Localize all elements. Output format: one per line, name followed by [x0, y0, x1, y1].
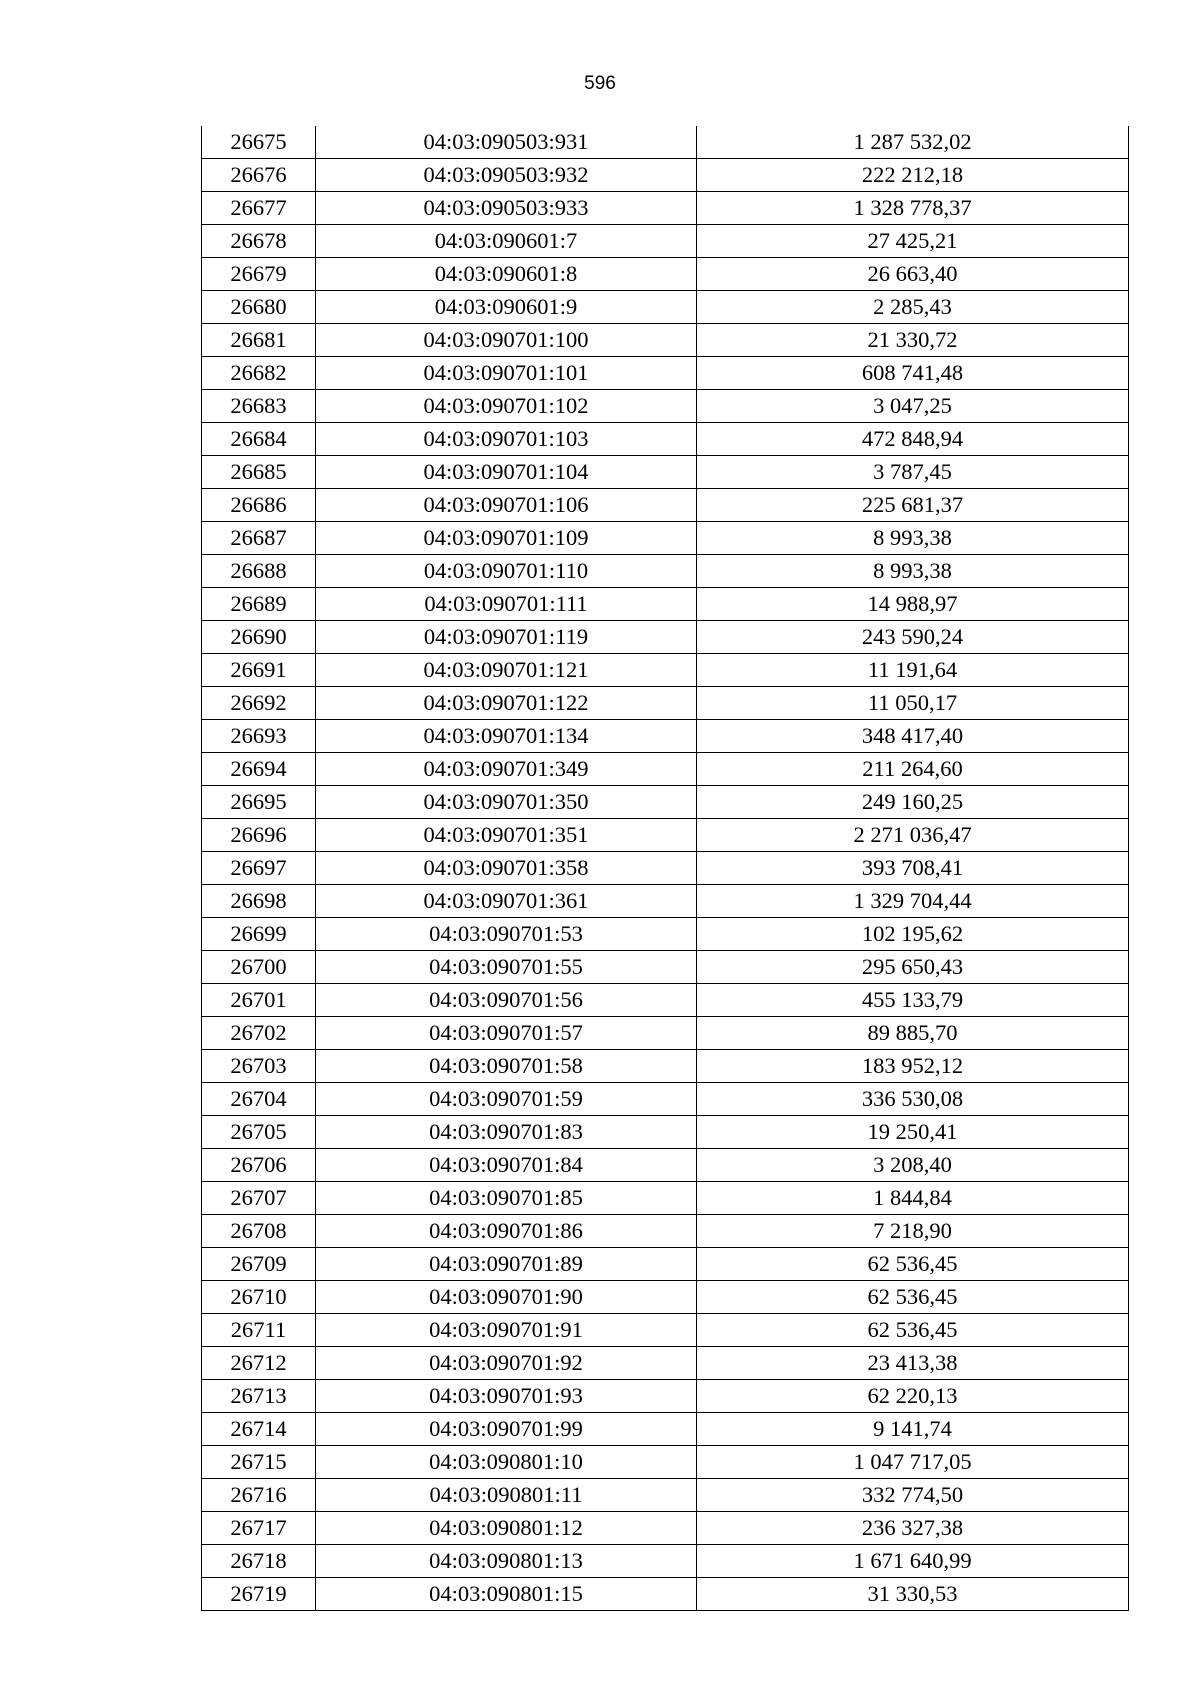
cadastral-value-cell: 608 741,48 — [697, 357, 1129, 390]
cadastral-number-cell: 04:03:090701:122 — [316, 687, 697, 720]
cadastral-number-cell: 04:03:090701:57 — [316, 1017, 697, 1050]
row-number-cell: 26708 — [202, 1215, 316, 1248]
table-row — [202, 1479, 1129, 1512]
table-row — [202, 1116, 1129, 1149]
table-row — [202, 1347, 1129, 1380]
cadastral-value-cell: 62 536,45 — [697, 1281, 1129, 1314]
cadastral-number-cell: 04:03:090503:932 — [316, 159, 697, 192]
cadastral-value-cell: 8 993,38 — [697, 522, 1129, 555]
cadastral-value-cell: 3 047,25 — [697, 390, 1129, 423]
cadastral-number-cell: 04:03:090701:106 — [316, 489, 697, 522]
table-row — [202, 1413, 1129, 1446]
row-number-cell: 26685 — [202, 456, 316, 489]
row-number-cell: 26693 — [202, 720, 316, 753]
row-number-cell: 26711 — [202, 1314, 316, 1347]
table-row — [202, 1215, 1129, 1248]
cadastral-number-cell: 04:03:090503:933 — [316, 192, 697, 225]
table-row — [202, 291, 1129, 324]
row-number-cell: 26713 — [202, 1380, 316, 1413]
cadastral-number-cell: 04:03:090601:9 — [316, 291, 697, 324]
row-number-cell: 26719 — [202, 1578, 316, 1611]
page-number: 596 — [584, 73, 616, 94]
table-row — [202, 1248, 1129, 1281]
table-row — [202, 555, 1129, 588]
table-row — [202, 1050, 1129, 1083]
cadastral-number-cell: 04:03:090801:15 — [316, 1578, 697, 1611]
cadastral-value-cell: 1 329 704,44 — [697, 885, 1129, 918]
row-number-cell: 26707 — [202, 1182, 316, 1215]
table-row — [202, 621, 1129, 654]
row-number-cell: 26702 — [202, 1017, 316, 1050]
row-number-cell: 26684 — [202, 423, 316, 456]
row-number-cell: 26689 — [202, 588, 316, 621]
cadastral-number-cell: 04:03:090701:134 — [316, 720, 697, 753]
cadastral-value-cell: 19 250,41 — [697, 1116, 1129, 1149]
table-row — [202, 720, 1129, 753]
cadastral-value-cell: 1 328 778,37 — [697, 192, 1129, 225]
cadastral-value-cell: 2 271 036,47 — [697, 819, 1129, 852]
cadastral-number-cell: 04:03:090701:351 — [316, 819, 697, 852]
cadastral-value-cell: 62 536,45 — [697, 1248, 1129, 1281]
table-row — [202, 1578, 1129, 1611]
cadastral-number-cell: 04:03:090701:102 — [316, 390, 697, 423]
cadastral-number-cell: 04:03:090701:361 — [316, 885, 697, 918]
row-number-cell: 26690 — [202, 621, 316, 654]
cadastral-value-cell: 3 787,45 — [697, 456, 1129, 489]
cadastral-number-cell: 04:03:090701:101 — [316, 357, 697, 390]
table-row — [202, 1149, 1129, 1182]
cadastral-number-cell: 04:03:090701:349 — [316, 753, 697, 786]
cadastral-value-cell: 222 212,18 — [697, 159, 1129, 192]
cadastral-number-cell: 04:03:090701:85 — [316, 1182, 697, 1215]
cadastral-number-cell: 04:03:090601:7 — [316, 225, 697, 258]
row-number-cell: 26691 — [202, 654, 316, 687]
row-number-cell: 26705 — [202, 1116, 316, 1149]
row-number-cell: 26701 — [202, 984, 316, 1017]
row-number-cell: 26677 — [202, 192, 316, 225]
cadastral-number-cell: 04:03:090801:10 — [316, 1446, 697, 1479]
table-row — [202, 1380, 1129, 1413]
cadastral-number-cell: 04:03:090701:121 — [316, 654, 697, 687]
cadastral-number-cell: 04:03:090701:103 — [316, 423, 697, 456]
table-row — [202, 225, 1129, 258]
cadastral-value-cell: 26 663,40 — [697, 258, 1129, 291]
table-row — [202, 1182, 1129, 1215]
cadastral-value-cell: 1 671 640,99 — [697, 1545, 1129, 1578]
cadastral-value-cell: 472 848,94 — [697, 423, 1129, 456]
row-number-cell: 26700 — [202, 951, 316, 984]
cadastral-number-cell: 04:03:090701:92 — [316, 1347, 697, 1380]
table-row — [202, 951, 1129, 984]
table-row — [202, 885, 1129, 918]
table-row — [202, 1446, 1129, 1479]
table-row — [202, 1545, 1129, 1578]
table-row — [202, 588, 1129, 621]
cadastral-value-cell: 2 285,43 — [697, 291, 1129, 324]
table-row — [202, 423, 1129, 456]
row-number-cell: 26714 — [202, 1413, 316, 1446]
row-number-cell: 26699 — [202, 918, 316, 951]
cadastral-number-cell: 04:03:090701:53 — [316, 918, 697, 951]
cadastral-number-cell: 04:03:090701:83 — [316, 1116, 697, 1149]
row-number-cell: 26698 — [202, 885, 316, 918]
cadastral-value-cell: 183 952,12 — [697, 1050, 1129, 1083]
row-number-cell: 26716 — [202, 1479, 316, 1512]
row-number-cell: 26695 — [202, 786, 316, 819]
table-row — [202, 1314, 1129, 1347]
cadastral-value-cell: 1 047 717,05 — [697, 1446, 1129, 1479]
cadastral-number-cell: 04:03:090801:11 — [316, 1479, 697, 1512]
cadastral-value-cell: 14 988,97 — [697, 588, 1129, 621]
row-number-cell: 26680 — [202, 291, 316, 324]
row-number-cell: 26694 — [202, 753, 316, 786]
cadastral-number-cell: 04:03:090503:931 — [316, 126, 697, 159]
table-row — [202, 1017, 1129, 1050]
cadastral-number-cell: 04:03:090801:12 — [316, 1512, 697, 1545]
row-number-cell: 26697 — [202, 852, 316, 885]
cadastral-number-cell: 04:03:090701:358 — [316, 852, 697, 885]
cadastral-value-table — [201, 126, 1129, 1611]
row-number-cell: 26675 — [202, 126, 316, 159]
row-number-cell: 26688 — [202, 555, 316, 588]
row-number-cell: 26712 — [202, 1347, 316, 1380]
cadastral-value-cell: 211 264,60 — [697, 753, 1129, 786]
table-row — [202, 522, 1129, 555]
cadastral-value-cell: 295 650,43 — [697, 951, 1129, 984]
cadastral-number-cell: 04:03:090701:91 — [316, 1314, 697, 1347]
cadastral-value-cell: 236 327,38 — [697, 1512, 1129, 1545]
table-row — [202, 1512, 1129, 1545]
cadastral-value-cell: 336 530,08 — [697, 1083, 1129, 1116]
row-number-cell: 26710 — [202, 1281, 316, 1314]
row-number-cell: 26679 — [202, 258, 316, 291]
cadastral-number-cell: 04:03:090701:110 — [316, 555, 697, 588]
table-row — [202, 456, 1129, 489]
cadastral-value-cell: 8 993,38 — [697, 555, 1129, 588]
cadastral-value-cell: 27 425,21 — [697, 225, 1129, 258]
row-number-cell: 26703 — [202, 1050, 316, 1083]
cadastral-value-cell: 225 681,37 — [697, 489, 1129, 522]
cadastral-number-cell: 04:03:090701:119 — [316, 621, 697, 654]
row-number-cell: 26704 — [202, 1083, 316, 1116]
cadastral-number-cell: 04:03:090701:89 — [316, 1248, 697, 1281]
table-row — [202, 159, 1129, 192]
table-row — [202, 258, 1129, 291]
row-number-cell: 26676 — [202, 159, 316, 192]
cadastral-number-cell: 04:03:090701:111 — [316, 588, 697, 621]
row-number-cell: 26687 — [202, 522, 316, 555]
cadastral-number-cell: 04:03:090701:55 — [316, 951, 697, 984]
cadastral-value-cell: 102 195,62 — [697, 918, 1129, 951]
cadastral-value-cell: 23 413,38 — [697, 1347, 1129, 1380]
row-number-cell: 26678 — [202, 225, 316, 258]
cadastral-value-cell: 1 844,84 — [697, 1182, 1129, 1215]
cadastral-value-cell: 1 287 532,02 — [697, 126, 1129, 159]
cadastral-number-cell: 04:03:090701:100 — [316, 324, 697, 357]
cadastral-number-cell: 04:03:090701:93 — [316, 1380, 697, 1413]
table-row — [202, 753, 1129, 786]
row-number-cell: 26683 — [202, 390, 316, 423]
cadastral-value-cell: 11 050,17 — [697, 687, 1129, 720]
cadastral-value-cell: 393 708,41 — [697, 852, 1129, 885]
table-row — [202, 819, 1129, 852]
cadastral-value-cell: 7 218,90 — [697, 1215, 1129, 1248]
table-row — [202, 324, 1129, 357]
cadastral-value-cell: 243 590,24 — [697, 621, 1129, 654]
cadastral-number-cell: 04:03:090701:350 — [316, 786, 697, 819]
cadastral-value-cell: 31 330,53 — [697, 1578, 1129, 1611]
table-row — [202, 1083, 1129, 1116]
cadastral-value-cell: 332 774,50 — [697, 1479, 1129, 1512]
cadastral-value-cell: 11 191,64 — [697, 654, 1129, 687]
table-row — [202, 786, 1129, 819]
cadastral-number-cell: 04:03:090701:90 — [316, 1281, 697, 1314]
table-row — [202, 357, 1129, 390]
table-row — [202, 918, 1129, 951]
row-number-cell: 26682 — [202, 357, 316, 390]
row-number-cell: 26718 — [202, 1545, 316, 1578]
cadastral-number-cell: 04:03:090701:86 — [316, 1215, 697, 1248]
cadastral-value-cell: 62 536,45 — [697, 1314, 1129, 1347]
cadastral-value-cell: 249 160,25 — [697, 786, 1129, 819]
row-number-cell: 26681 — [202, 324, 316, 357]
cadastral-value-cell: 9 141,74 — [697, 1413, 1129, 1446]
cadastral-number-cell: 04:03:090701:84 — [316, 1149, 697, 1182]
table-row — [202, 192, 1129, 225]
cadastral-value-cell: 21 330,72 — [697, 324, 1129, 357]
table-body — [202, 126, 1129, 1611]
table-row — [202, 126, 1129, 159]
cadastral-number-cell: 04:03:090701:99 — [316, 1413, 697, 1446]
cadastral-number-cell: 04:03:090701:104 — [316, 456, 697, 489]
cadastral-value-cell: 455 133,79 — [697, 984, 1129, 1017]
cadastral-value-cell: 3 208,40 — [697, 1149, 1129, 1182]
row-number-cell: 26709 — [202, 1248, 316, 1281]
table-row — [202, 1281, 1129, 1314]
cadastral-number-cell: 04:03:090801:13 — [316, 1545, 697, 1578]
table-row — [202, 654, 1129, 687]
row-number-cell: 26715 — [202, 1446, 316, 1479]
table-row — [202, 390, 1129, 423]
cadastral-value-cell: 89 885,70 — [697, 1017, 1129, 1050]
row-number-cell: 26717 — [202, 1512, 316, 1545]
cadastral-value-cell: 348 417,40 — [697, 720, 1129, 753]
row-number-cell: 26706 — [202, 1149, 316, 1182]
cadastral-number-cell: 04:03:090701:59 — [316, 1083, 697, 1116]
cadastral-value-cell: 62 220,13 — [697, 1380, 1129, 1413]
row-number-cell: 26692 — [202, 687, 316, 720]
cadastral-number-cell: 04:03:090701:58 — [316, 1050, 697, 1083]
row-number-cell: 26686 — [202, 489, 316, 522]
table-row — [202, 687, 1129, 720]
cadastral-number-cell: 04:03:090701:109 — [316, 522, 697, 555]
table-row — [202, 984, 1129, 1017]
table-row — [202, 489, 1129, 522]
cadastral-number-cell: 04:03:090601:8 — [316, 258, 697, 291]
table-row — [202, 852, 1129, 885]
cadastral-number-cell: 04:03:090701:56 — [316, 984, 697, 1017]
row-number-cell: 26696 — [202, 819, 316, 852]
